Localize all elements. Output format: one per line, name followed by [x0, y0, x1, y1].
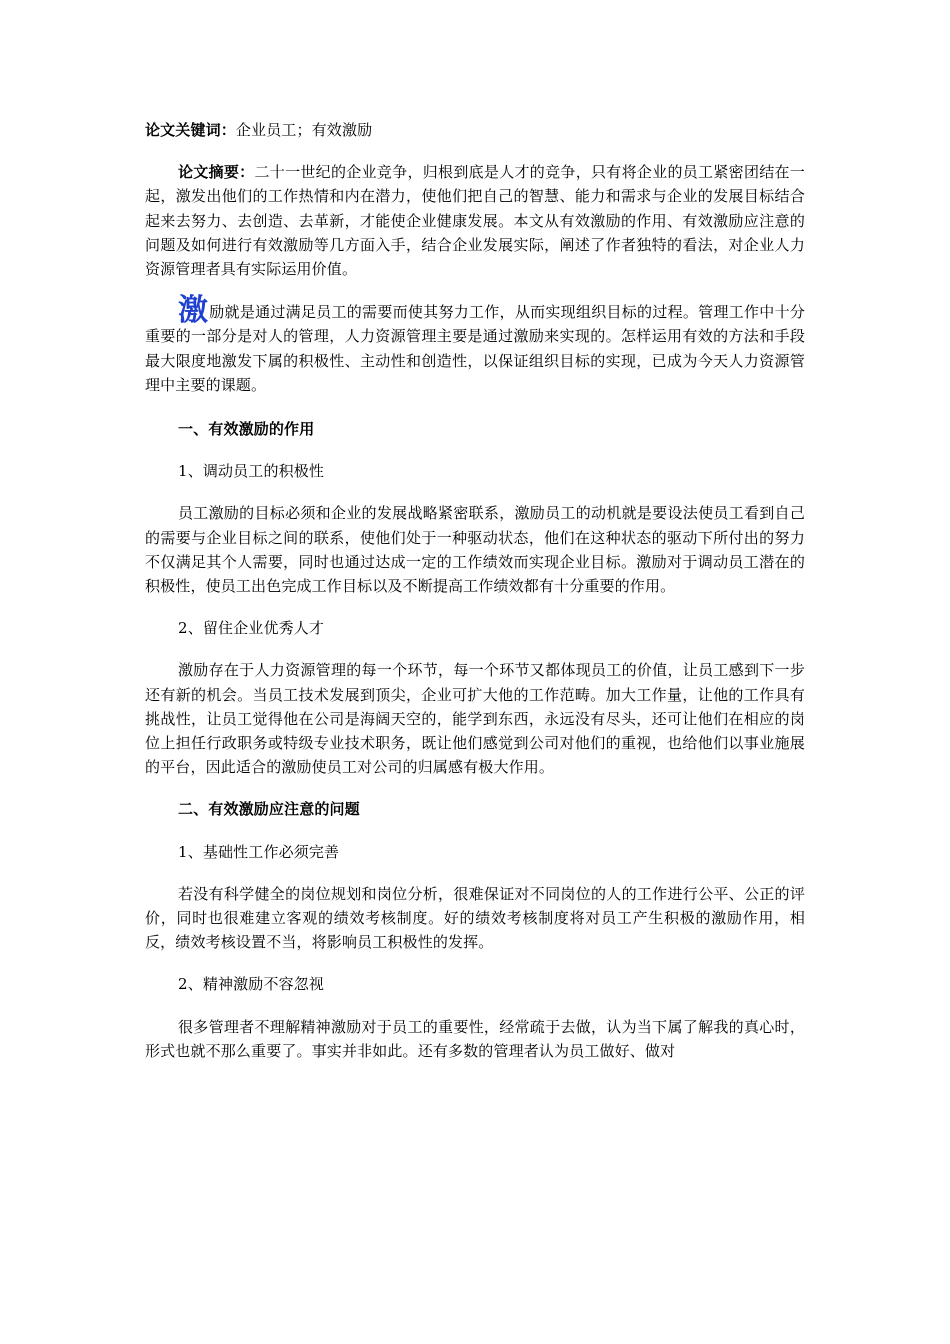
- intro-text: 励就是通过满足员工的需要而使其努力工作，从而实现组织目标的过程。管理工作中十分重要的一部分是对人的管理，人力资源管理主要是通过激励来实现的。怎样运用有效的方法和手段最大限度地激发下属的积极性、主动性和创造性，以保证组织目标的实现，已成为今天人力资源管理中主要的课题。: [145, 303, 805, 394]
- body-paragraph: 员工激励的目标必须和企业的发展战略紧密联系，激励员工的动机就是要设法使员工看到自己的需要与企业目标之间的联系，使他们处于一种驱动状态，他们在这种状态的驱动下所付出的努力不仅满足其个人需要，同时也通过达成一定的工作绩效而实现企业目标。激励对于调动员工潜在的积极性，使员工出色完成工作目标以及不断提高工作绩效都有十分重要的作用。: [145, 504, 805, 596]
- drop-cap: 激: [178, 293, 209, 329]
- subsection-title: 2、精神激励不容忽视: [178, 975, 325, 994]
- body-paragraph: 很多管理者不理解精神激励对于员工的重要性，经常疏于去做，认为当下属了解我的真心时，形式也就不那么重要了。事实并非如此。还有多数的管理者认为员工做好、做对: [145, 1017, 805, 1060]
- subsection-title: 1、基础性工作必须完善: [178, 842, 340, 861]
- body-paragraph: 若没有科学健全的岗位规划和岗位分析，很难保证对不同岗位的人的工作进行公平、公正的评价，同时也很难建立客观的绩效考核制度。好的绩效考核制度将对员工产生积极的激励作用，相反，绩效考核设置不当，将影响员工积极性的发挥。: [145, 884, 805, 952]
- abstract-label: 论文摘要：: [178, 163, 255, 182]
- abstract-text: 二十一世纪的企业竞争，归根到底是人才的竞争，只有将企业的员工紧密团结在一起，激发出他们的工作热情和内在潜力，使他们把自己的智慧、能力和需求与企业的发展目标结合起来去努力、去创造、去革新，才能使企业健康发展。本文从有效激励的作用、有效激励应注意的问题及如何进行有效激励等几方面入手，结合企业发展实际，阐述了作者独特的看法，对企业人力资源管理者具有实际运用价值。: [145, 163, 805, 279]
- section-heading: 一、有效激励的作用: [178, 420, 315, 439]
- body-paragraph: 激励存在于人力资源管理的每一个环节，每一个环节又都体现员工的价值，让员工感到下一步还有新的机会。当员工技术发展到顶尖，企业可扩大他的工作范畴。加大工作量，让他的工作具有挑战性，让员工觉得他在公司是海阔天空的，能学到东西，永远没有尽头，还可让他们在相应的岗位上担任行政职务或特级专业技术职务，既让他们感觉到公司对他们的重视，也给他们以事业施展的平台，因此适合的激励使员工对公司的归属感有极大作用。: [145, 661, 805, 777]
- keywords-line: [145, 118, 805, 142]
- subsection-title: 1、调动员工的积极性: [178, 462, 325, 481]
- keywords-label: 论文关键词：: [145, 121, 236, 139]
- section-heading: 二、有效激励应注意的问题: [178, 800, 360, 819]
- document-page: [145, 118, 805, 1081]
- subsection-title: 2、留住企业优秀人才: [178, 619, 325, 638]
- abstract-paragraph: [145, 160, 805, 281]
- keywords-text: 企业员工；有效激励: [235, 121, 373, 139]
- intro-paragraph: [145, 293, 805, 397]
